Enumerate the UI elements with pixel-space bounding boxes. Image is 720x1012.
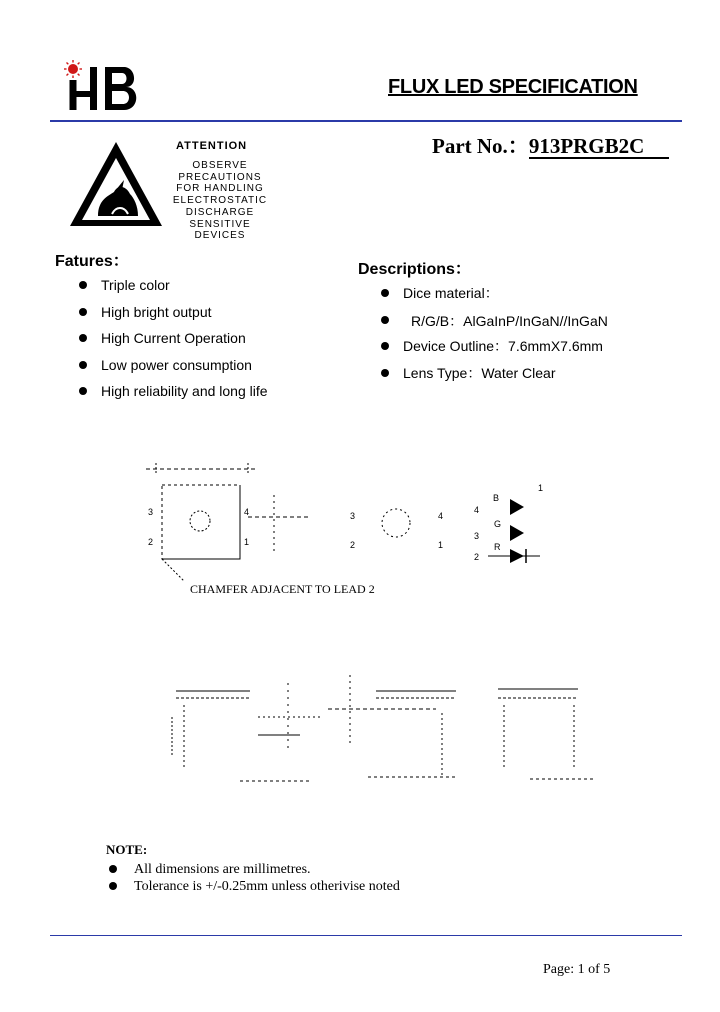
features-heading: Fatures： — [55, 253, 129, 270]
bottom-pin-label: 3 — [350, 511, 356, 521]
front-pin-label: 1 — [244, 537, 250, 547]
logo-mark-icon — [64, 60, 136, 110]
attention-line: DEVICES — [194, 230, 246, 242]
attention-line: FOR HANDLING — [176, 183, 264, 195]
attention-line: ELECTROSTATIC — [172, 195, 268, 207]
descriptions-list — [380, 284, 603, 390]
part-number-label: Part No.： — [432, 134, 529, 158]
page-number: Page: 1 of 5 — [543, 962, 611, 977]
attention-line: OBSERVE PRECAUTIONS — [178, 160, 262, 183]
attention-heading: ATTENTION — [176, 140, 248, 152]
note-list — [106, 861, 400, 895]
schematic-pin-label: 3 — [474, 531, 480, 541]
schematic-pin-label: 2 — [474, 552, 480, 562]
note-heading: NOTE: — [106, 842, 148, 857]
features-list — [78, 276, 268, 409]
document-title: FLUX LED SPECIFICATION — [388, 76, 638, 98]
list-item: All dimensions are millimetres. — [106, 861, 400, 878]
company-logo — [62, 60, 152, 120]
front-pin-label: 4 — [244, 507, 250, 517]
list-item: Device Outline：7.6mmX7.6mm — [380, 337, 603, 364]
attention-text — [150, 160, 290, 242]
bottom-pin-label: 2 — [350, 540, 356, 550]
front-view-drawing — [146, 463, 310, 581]
chamfer-note: CHAMFER ADJACENT TO LEAD 2 — [190, 582, 375, 596]
front-pin-label: 3 — [148, 507, 154, 517]
footer-rule — [50, 935, 682, 936]
schematic-color-label: R — [494, 542, 501, 552]
descriptions-heading: Descriptions： — [358, 261, 471, 278]
bottom-pin-label: 4 — [438, 511, 444, 521]
bottom-view-drawing — [382, 509, 410, 537]
front-pin-label: 2 — [148, 537, 154, 547]
list-item: Tolerance is +/-0.25mm unless otherivise noted — [106, 878, 400, 895]
list-item: High reliability and long life — [78, 382, 268, 409]
list-item: High Current Operation — [78, 329, 268, 356]
list-item: Low power consumption — [78, 356, 268, 383]
schematic-drawing — [488, 499, 540, 563]
list-item: High bright output — [78, 303, 268, 330]
dice-material-value: R/G/B：AlGaInP/InGaN//InGaN — [411, 313, 608, 329]
bottom-pin-label: 1 — [438, 540, 444, 550]
side-views-drawing — [172, 675, 594, 781]
attention-line: SENSITIVE — [189, 218, 251, 230]
schematic-color-label: G — [494, 519, 502, 529]
schematic-pin-label: 4 — [474, 505, 480, 515]
package-drawing — [100, 455, 620, 805]
part-number-block — [432, 130, 669, 160]
list-item: Triple color — [78, 276, 268, 303]
note-block — [106, 842, 400, 895]
attention-line: DISCHARGE — [185, 206, 255, 218]
list-item: Dice material： — [380, 284, 603, 311]
list-item: Lens Type：Water Clear — [380, 364, 603, 391]
schematic-color-label: B — [493, 493, 500, 503]
header-rule — [50, 120, 682, 122]
part-number-value: 913PRGB2C — [529, 135, 669, 159]
schematic-pin-label: 1 — [538, 483, 544, 493]
